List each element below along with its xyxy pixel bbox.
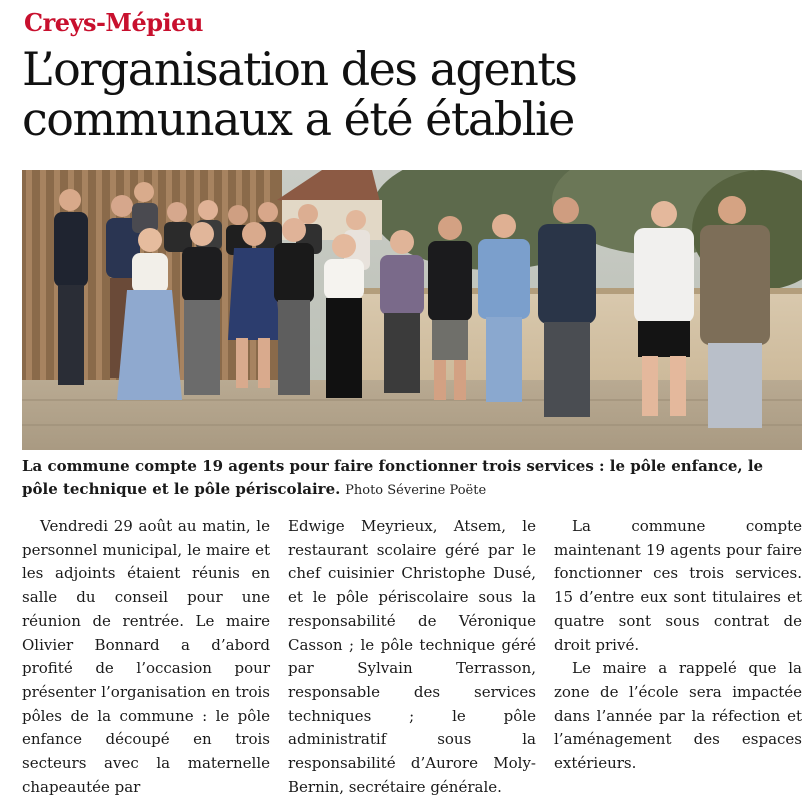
caption-text: La commune compte 19 agents pour faire fonctionner trois services : le pôle enfance, le pôle technique et le pôle périscolaire. (22, 457, 764, 498)
paragraph: Vendredi 29 août au matin, le personnel municipal, le maire et les adjoints étaient réunis en salle du conseil pour une réunion de rentrée. Le maire Olivier Bonnard a d’abord profité de l’occasion pour présenter l’organisation en trois pôles de la commune : le pôle enfance découpé en trois secteurs avec la maternelle chapeautée par (22, 517, 270, 796)
section-kicker: Creys-Mépieu (24, 8, 203, 37)
group-photo (22, 170, 802, 450)
photo-caption (22, 455, 802, 502)
article-body (22, 515, 804, 796)
body-column-3 (554, 515, 802, 776)
headline: L’organisation des agents communaux a été établie (22, 42, 577, 146)
paragraph: Edwige Meyrieux, Atsem, le restaurant scolaire géré par le chef cuisinier Christophe Dusé, et le pôle périscolaire sous la responsabilité de Véronique Casson ; le pôle technique géré par Sylvain Terrasson, responsable des services techniques ; le pôle administratif sous la responsabilité d’Aurore Moly-Bernin, secrétaire générale. (288, 517, 536, 796)
body-column-2 (288, 515, 536, 799)
photo-credit: Photo Séverine Poëte (345, 483, 487, 498)
paragraph: La commune compte maintenant 19 agents pour faire fonctionner ces trois services. 15 d’entre eux sont titulaires et quatre sont sous contrat de droit privé. (554, 517, 802, 654)
body-column-1 (22, 515, 270, 799)
paragraph: Le maire a rappelé que la zone de l’école sera impactée dans l’année par la réfection et l’aménagement des espaces extérieurs. (554, 659, 802, 773)
